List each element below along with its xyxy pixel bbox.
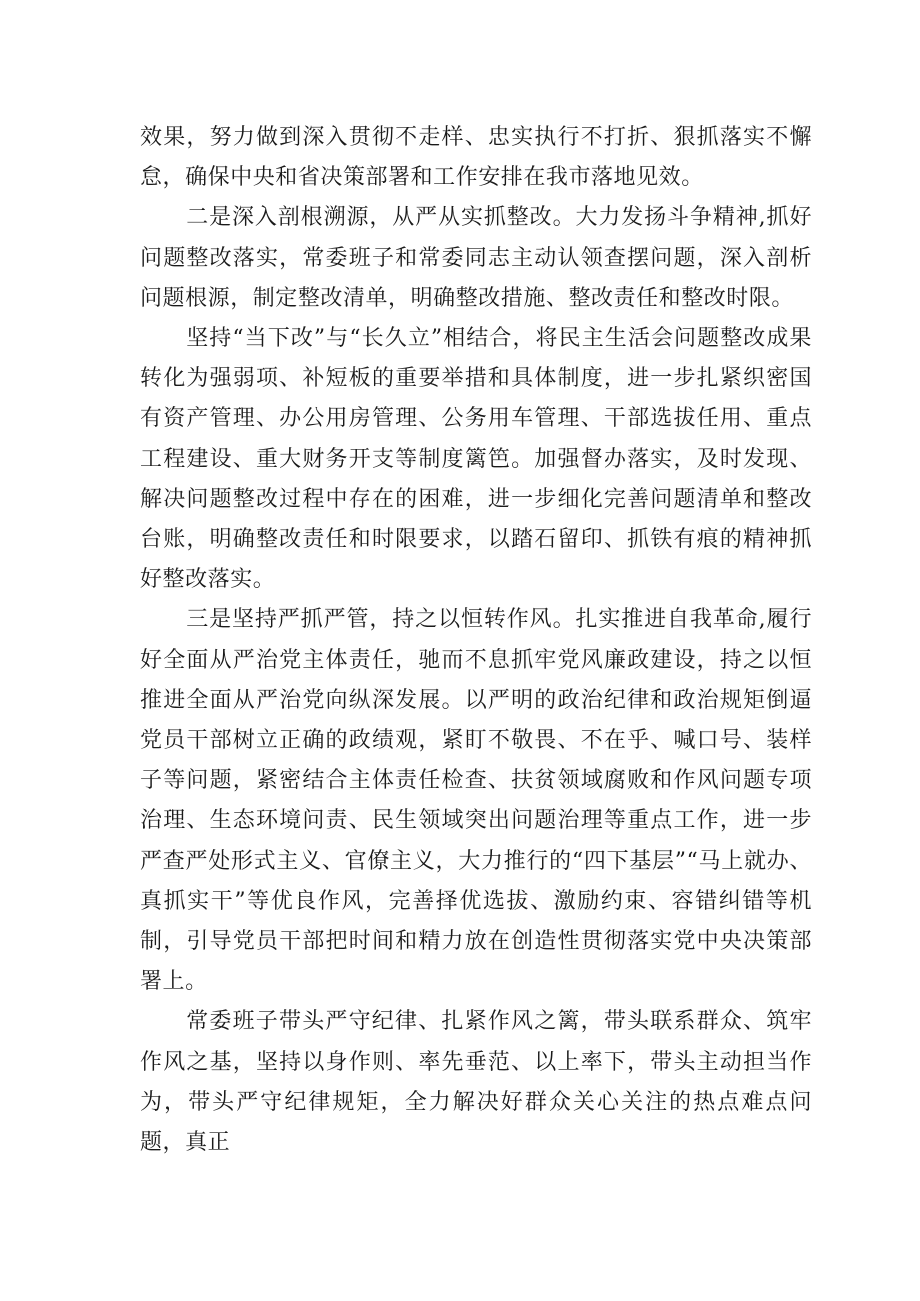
paragraph-4: 三是坚持严抓严管，持之以恒转作风。扎实推进自我革命,履行好全面从严治党主体责任，驰而不息抓牢党风廉政建设，持之以恒推进全面从严治党向纵深发展。以严明的政治纪律和政治规矩倒逼党员干部树立正确的政绩观，紧盯不敬畏、不在乎、喊口号、装样子等问题，紧密结合主体责任检查、扶贫领域腐败和作风问题专项治理、生态环境问责、民生领域突出问题治理等重点工作，进一步严查严处形式主义、官僚主义，大力推行的“四下基层”“马上就办、真抓实干”等优良作风，完善择优选拔、激励约束、容错纠错等机制，引导党员干部把时间和精力放在创造性贯彻落实党中央决策部署上。 bbox=[140, 607, 812, 995]
document-body bbox=[140, 118, 812, 1163]
paragraph-3: 坚持“当下改”与“长久立”相结合，将民主生活会问题整改成果转化为强弱项、补短板的重要举措和具体制度，进一步扎紧织密国有资产管理、办公用房管理、公务用车管理、干部选拔任用、重点工程建设、重大财务开支等制度篱笆。加强督办落实，及时发现、解决问题整改过程中存在的困难，进一步细化完善问题清单和整改台账，明确整改责任和时限要求，以踏石留印、抓铁有痕的精神抓好整改落实。 bbox=[140, 326, 812, 593]
paragraph-5: 常委班子带头严守纪律、扎紧作风之篱，带头联系群众、筑牢作风之基，坚持以身作则、率先垂范、以上率下，带头主动担当作为，带头严守纪律规矩，全力解决好群众关心关注的热点难点问题，真正 bbox=[140, 1009, 812, 1156]
paragraph-2: 二是深入剖根溯源，从严从实抓整改。大力发扬斗争精神,抓好问题整改落实，常委班子和常委同志主动认领查摆问题，深入剖析问题根源，制定整改清单，明确整改措施、整改责任和整改时限。 bbox=[140, 205, 812, 311]
paragraph-1: 效果，努力做到深入贯彻不走样、忠实执行不打折、狠抓落实不懈怠，确保中央和省决策部署和工作安排在我市落地见效。 bbox=[140, 125, 812, 191]
